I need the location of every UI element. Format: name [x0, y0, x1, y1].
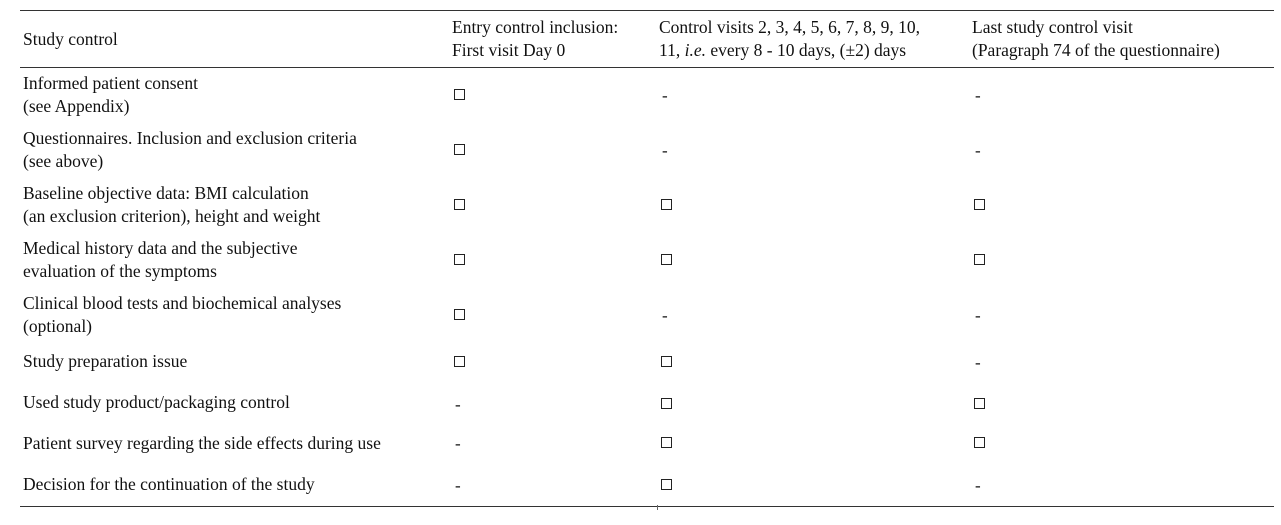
not-applicable-dash: - [975, 353, 981, 372]
header-entry-line2: First visit Day 0 [452, 40, 566, 60]
checkbox-square-icon [661, 398, 672, 409]
header-visits-pre: 11, [659, 40, 685, 60]
header-control-visits [659, 16, 920, 62]
header-last-visit [972, 16, 1220, 62]
checkbox-square-icon [454, 89, 465, 100]
table-row-label [23, 127, 357, 173]
checkbox-square-icon [974, 398, 985, 409]
header-last-line2: (Paragraph 74 of the questionnaire) [972, 40, 1220, 60]
table-row-label [23, 350, 187, 373]
checkbox-square-icon [974, 254, 985, 265]
not-applicable-dash: - [975, 306, 981, 325]
row-label-line1: Used study product/packaging control [23, 392, 290, 412]
row-label-line2: evaluation of the symptoms [23, 261, 217, 281]
header-entry-control [452, 16, 618, 62]
header-visits-post: every 8 - 10 days, (±2) days [706, 40, 907, 60]
checkbox-square-icon [661, 254, 672, 265]
table-top-rule [20, 10, 1274, 11]
not-applicable-dash: - [975, 141, 981, 160]
checkbox-square-icon [661, 437, 672, 448]
table-row-label [23, 72, 198, 118]
header-entry-line1: Entry control inclusion: [452, 17, 619, 37]
row-label-line1: Informed patient consent [23, 73, 198, 93]
not-applicable-dash: - [662, 306, 668, 325]
table-bottom-tick [657, 505, 658, 510]
not-applicable-dash: - [662, 86, 668, 105]
row-label-line2: (see above) [23, 151, 104, 171]
checkbox-square-icon [454, 356, 465, 367]
header-study-control: Study control [23, 29, 118, 49]
checkbox-square-icon [661, 356, 672, 367]
row-label-line1: Clinical blood tests and biochemical analyses [23, 293, 342, 313]
table-row-label [23, 182, 320, 228]
table-row-label [23, 292, 341, 338]
row-label-line1: Decision for the continuation of the study [23, 474, 315, 494]
checkbox-square-icon [974, 199, 985, 210]
row-label-line1: Study preparation issue [23, 351, 188, 371]
header-visits-line1: Control visits 2, 3, 4, 5, 6, 7, 8, 9, 10, [659, 17, 921, 37]
header-last-line1: Last study control visit [972, 17, 1133, 37]
not-applicable-dash: - [455, 434, 461, 453]
checkbox-square-icon [661, 199, 672, 210]
checkbox-square-icon [454, 144, 465, 155]
table-header-rule [20, 67, 1274, 68]
row-label-line1: Patient survey regarding the side effects during use [23, 433, 381, 453]
checkbox-square-icon [454, 309, 465, 320]
checkbox-square-icon [974, 437, 985, 448]
row-label-line1: Medical history data and the subjective [23, 238, 298, 258]
row-label-line1: Baseline objective data: BMI calculation [23, 183, 309, 203]
row-label-line1: Questionnaires. Inclusion and exclusion criteria [23, 128, 357, 148]
table-row-label [23, 432, 381, 455]
table-row-label [23, 473, 315, 496]
not-applicable-dash: - [975, 476, 981, 495]
not-applicable-dash: - [975, 86, 981, 105]
row-label-line2: (optional) [23, 316, 93, 336]
not-applicable-dash: - [662, 141, 668, 160]
not-applicable-dash: - [455, 395, 461, 414]
not-applicable-dash: - [455, 476, 461, 495]
header-visits-ie: i.e. [684, 40, 706, 60]
row-label-line2: (see Appendix) [23, 96, 130, 116]
table-row-label [23, 237, 298, 283]
table-bottom-rule [20, 506, 1274, 507]
checkbox-square-icon [454, 199, 465, 210]
header-visits-line2 [659, 39, 920, 62]
checkbox-square-icon [454, 254, 465, 265]
table-row-label [23, 391, 290, 414]
checkbox-square-icon [661, 479, 672, 490]
row-label-line2: (an exclusion criterion), height and weight [23, 206, 321, 226]
